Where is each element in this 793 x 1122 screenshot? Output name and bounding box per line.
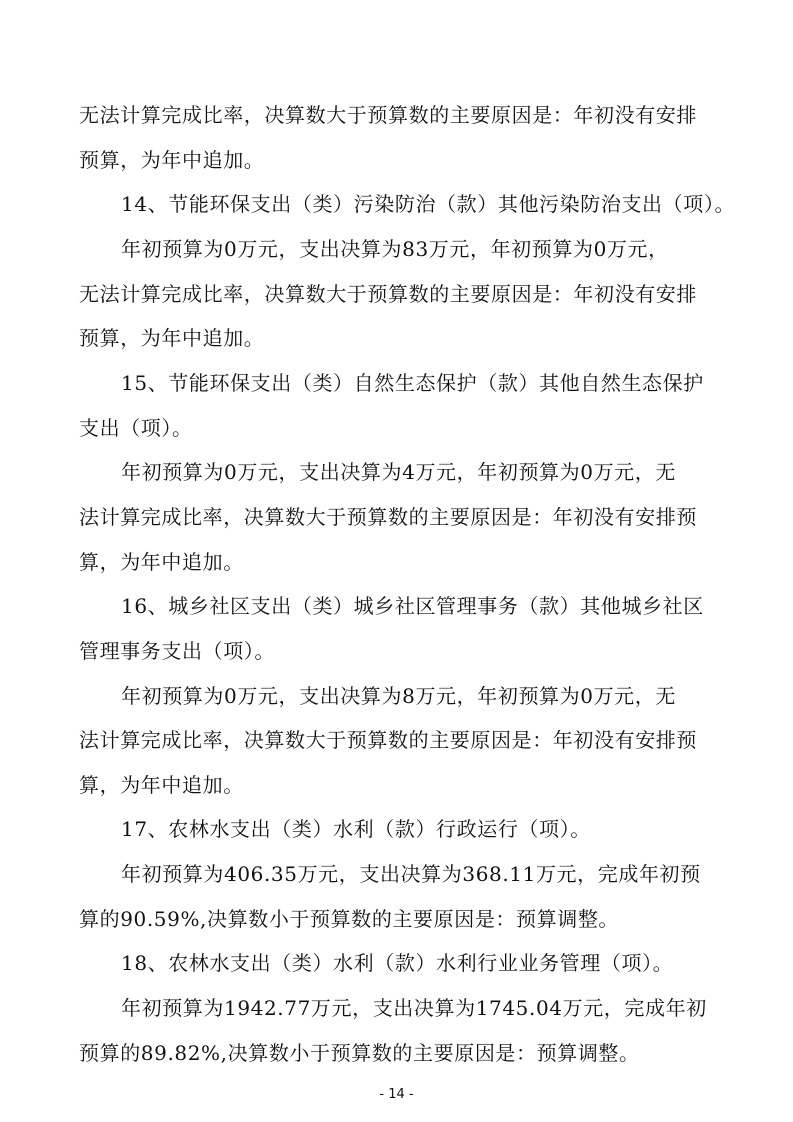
text-line: 预算，为年中追加。 [79, 326, 265, 350]
heading-line: 16、城乡社区支出（类）城乡社区管理事务（款）其他城乡社区 [121, 594, 704, 618]
text-line: 法计算完成比率，决算数大于预算数的主要原因是：年初没有安排预 [79, 728, 697, 752]
text-line: 预算，为年中追加。 [79, 148, 265, 172]
text-line: 算，为年中追加。 [79, 773, 244, 797]
text-line: 预算的89.82%,决算数小于预算数的主要原因是：预算调整。 [79, 1041, 640, 1065]
page-number: - 14 - [379, 1087, 414, 1102]
text-line: 年初预算为0万元，支出决算为83万元，年初预算为0万元， [121, 237, 669, 261]
text-line: 算，为年中追加。 [79, 550, 244, 574]
text-line: 年初预算为0万元，支出决算为8万元，年初预算为0万元，无 [121, 684, 676, 708]
text-line: 算的90.59%,决算数小于预算数的主要原因是：预算调整。 [79, 907, 620, 931]
text-line: 年初预算为1942.77万元，支出决算为1745.04万元，完成年初 [121, 996, 707, 1020]
heading-line: 18、农林水支出（类）水利（款）水利行业业务管理（项）。 [121, 951, 674, 975]
text-line: 法计算完成比率，决算数大于预算数的主要原因是：年初没有安排预 [79, 505, 697, 529]
heading-line: 支出（项）。 [79, 416, 193, 440]
heading-line: 15、节能环保支出（类）自然生态保护（款）其他自然生态保护 [121, 371, 704, 395]
heading-line: 管理事务支出（项）。 [79, 639, 275, 663]
heading-line: 14、节能环保支出（类）污染防治（款）其他污染防治支出（项）。 [121, 192, 736, 216]
text-line: 年初预算为0万元，支出决算为4万元，年初预算为0万元，无 [121, 460, 676, 484]
heading-line: 17、农林水支出（类）水利（款）行政运行（项）。 [121, 817, 591, 841]
text-line: 年初预算为406.35万元，支出决算为368.11万元，完成年初预 [121, 862, 701, 886]
text-line: 无法计算完成比率，决算数大于预算数的主要原因是：年初没有安排 [79, 103, 697, 127]
text-line: 无法计算完成比率，决算数大于预算数的主要原因是：年初没有安排 [79, 282, 697, 306]
